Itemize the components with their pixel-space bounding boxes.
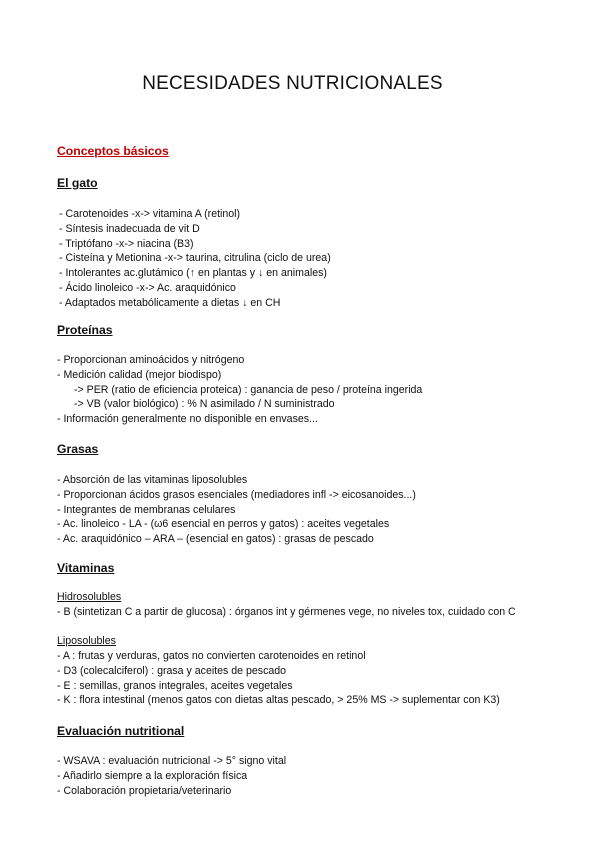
list-item: - Absorción de las vitaminas liposolubles [57, 474, 248, 486]
evaluacion-list [57, 754, 286, 798]
list-item: - Ac. linoleico - LA - (ω6 esencial en perros y gatos) : aceites vegetales [57, 518, 390, 531]
page-title: NECESIDADES NUTRICIONALES [142, 73, 443, 94]
list-item: - D3 (colecalciferol) : grasa y aceites de pescado [57, 664, 287, 677]
list-item: - Información generalmente no disponible en envases... [57, 413, 318, 426]
liposolubles-list [57, 649, 500, 708]
list-item: - Ac. araquidónico – ARA – (esencial en gatos) : grasas de pescado [57, 533, 374, 546]
list-item: - WSAVA : evaluación nutricional -> 5° signo vital [57, 755, 287, 767]
list-item: - B (sintetizan C a partir de glucosa) : órganos int y gérmenes vege, no niveles tox, cuidado con C [57, 606, 516, 618]
list-item: - E : semillas, granos integrales, aceites vegetales [57, 679, 293, 692]
list-item: - Triptófano -x-> niacina (B3) [59, 237, 194, 250]
list-item: - Intolerantes ac.glutámico (↑ en plantas y ↓ en animales) [59, 267, 327, 280]
list-item: - Medición calidad (mejor biodispo) [57, 368, 222, 381]
list-item: - Carotenoides -x-> vitamina A (retinol) [59, 208, 241, 220]
list-item: - Colaboración propietaria/veterinario [57, 784, 232, 797]
list-item: - Proporcionan aminoácidos y nitrógeno [57, 354, 245, 366]
list-item: - A : frutas y verduras, gatos no convierten carotenoides en retinol [57, 650, 366, 662]
section-heading-gato: El gato [57, 176, 98, 190]
section-heading-conceptos: Conceptos básicos [57, 144, 169, 158]
section-heading-grasas: Grasas [57, 442, 99, 456]
section-heading-vitaminas: Vitaminas [57, 561, 115, 575]
list-item: -> VB (valor biológico) : % N asimilado / N suministrado [74, 398, 335, 411]
grasas-list [57, 473, 416, 547]
list-item: - Síntesis inadecuada de vit D [59, 222, 200, 235]
section-heading-proteinas: Proteínas [57, 323, 113, 337]
list-item: - Ácido linoleico -x-> Ac. araquidónico [59, 281, 236, 294]
list-item: - K : flora intestinal (menos gatos con dietas altas pescado, > 25% MS -> suplementar con K3) [57, 694, 500, 707]
gato-list [59, 207, 331, 311]
list-item: - Adaptados metabólicamente a dietas ↓ en CH [59, 296, 281, 309]
subheading-hidrosolubles: Hidrosolubles [57, 591, 122, 603]
list-item: - Proporcionan ácidos grasos esenciales (mediadores infl -> eicosanoides...) [57, 488, 416, 501]
subheading-liposolubles: Liposolubles [57, 635, 116, 647]
list-item: - Integrantes de membranas celulares [57, 503, 236, 516]
list-item: -> PER (ratio de eficiencia proteica) : ganancia de peso / proteína ingerida [74, 383, 423, 396]
list-item: - Cisteína y Metionina -x-> taurina, citrulina (ciclo de urea) [59, 252, 331, 265]
proteinas-list [57, 353, 422, 427]
section-heading-evaluacion: Evaluación nutritional [57, 724, 185, 738]
list-item: - Añadirlo siempre a la exploración física [57, 769, 248, 782]
hidrosolubles-list [57, 605, 516, 620]
